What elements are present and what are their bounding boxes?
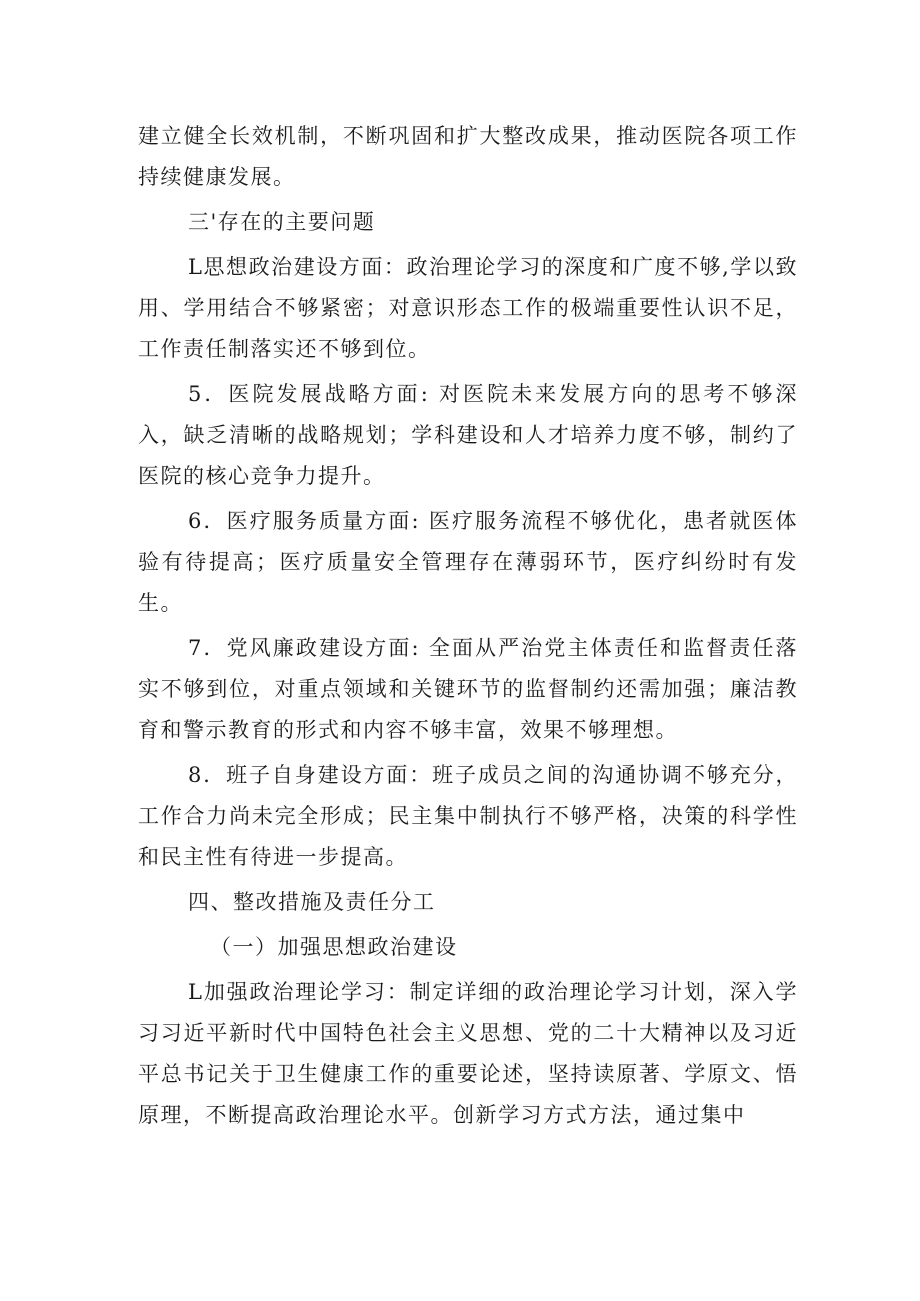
- paragraph-theory-study: L加强政治理论学习：制定详细的政治理论学习计划，深入学习习近平新时代中国特色社会主义思想、党的二十大精神以及习近平总书记关于卫生健康工作的重要论述，坚持读原著、学原文、悟原理，不断提高政治理论水平。创新学习方式方法，通过集中: [138, 980, 798, 1127]
- paragraph-political-construction: L思想政治建设方面：政治理论学习的深度和广度不够,学以致用、学用结合不够紧密；对意识形态工作的极端重要性认识不足，工作责任制落实还不够到位。: [138, 255, 798, 361]
- paragraph-integrity-construction: 7．党风廉政建设方面: 全面从严治党主体责任和监督责任落实不够到位，对重点领域和关键环节的监督制约还需加强；廉洁教育和警示教育的形式和内容不够丰富，效果不够理想。: [138, 636, 798, 742]
- subsection-heading-political: （一）加强思想政治建设: [210, 935, 458, 959]
- document-body: [138, 116, 798, 1136]
- paragraph-team-construction: 8．班子自身建设方面：班子成员之间的沟通协调不够充分，工作合力尚未完全形成；民主集中制执行不够严格，决策的科学性和民主性有待进一步提高。: [138, 763, 798, 869]
- paragraph-continuation: 建立健全长效机制，不断巩固和扩大整改成果，推动医院各项工作持续健康发展。: [138, 124, 798, 189]
- paragraph-development-strategy: 5．医院发展战略方面: 对医院未来发展方向的思考不够深入，缺乏清晰的战略规划；学科建设和人才培养力度不够，制约了医院的核心竞争力提升。: [138, 382, 798, 488]
- section-heading-problems: 三'存在的主要问题: [188, 210, 376, 234]
- section-heading-measures: 四、整改措施及责任分工: [188, 890, 436, 914]
- paragraph-service-quality: 6．医疗服务质量方面: 医疗服务流程不够优化，患者就医体验有待提高；医疗质量安全管理存在薄弱环节，医疗纠纷时有发生。: [138, 509, 798, 615]
